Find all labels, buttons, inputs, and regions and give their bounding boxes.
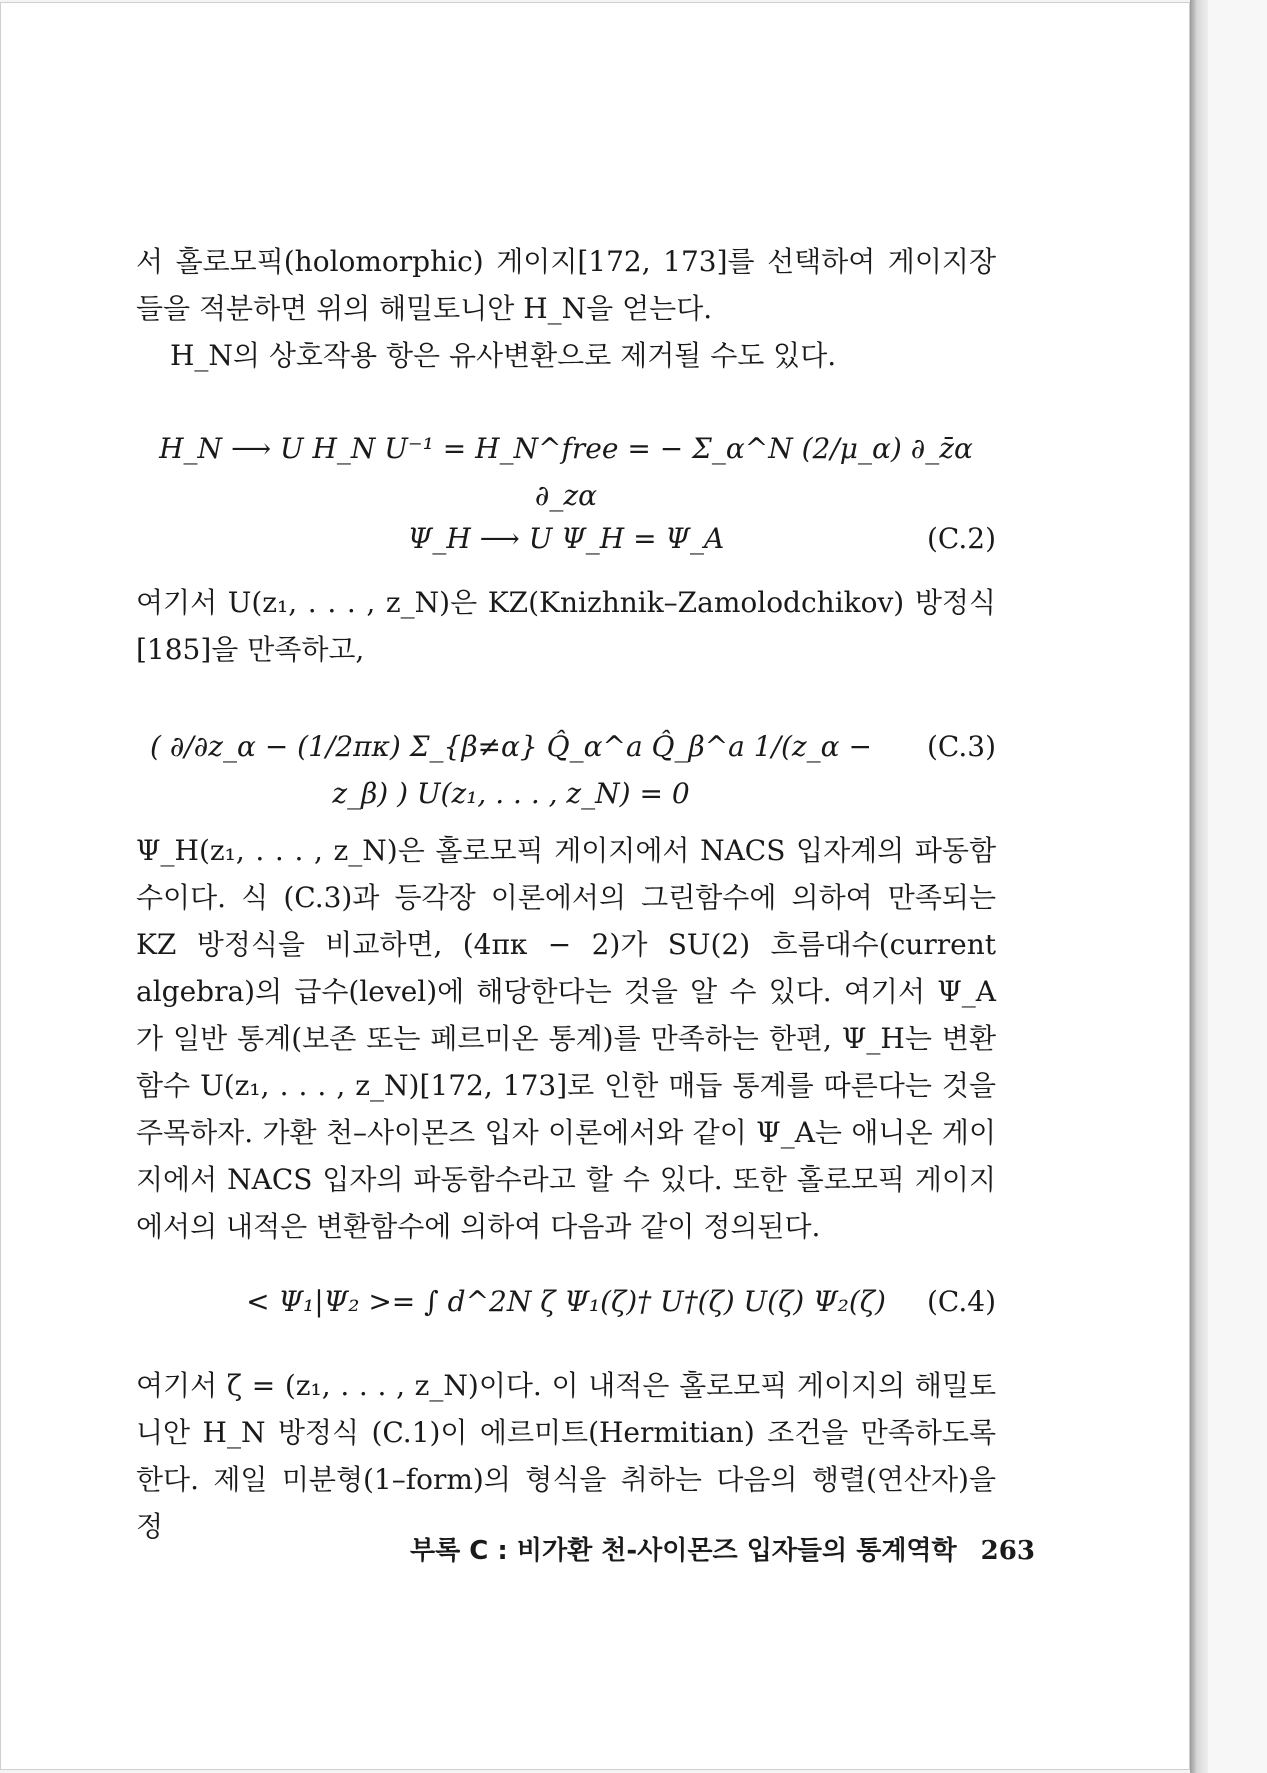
paragraph-3: 여기서 U(z₁, . . . , z_N)은 KZ(Knizhnik–Zamolodchikov) 방정식[185]을 만족하고, [136,586,996,666]
paragraph-1: 서 홀로모픽(holomorphic) 게이지[172, 173]를 선택하여 게이지장들을 적분하면 위의 해밀토니안 H_N을 얻는다. [136,245,996,325]
equation-1-body: H_N ⟶ U H_N U⁻¹ = H_N^free = − Σ_α^N (2/μ_α) ∂_z̄α ∂_zα [159,432,973,512]
equation-c3 [136,687,996,819]
page-shadow [1208,0,1267,1773]
equation-c4-body: < Ψ₁|Ψ₂ >= ∫ d^2N ζ Ψ₁(ζ)† U†(ζ) U(ζ) Ψ₂(ζ) [246,1285,886,1318]
page-body [136,238,996,1550]
equation-c2 [136,511,996,571]
paragraph-4: Ψ_H(z₁, . . . , z_N)은 홀로모픽 게이지에서 NACS 입자계의 파동함수이다. 식 (C.3)과 등각장 이론에서의 그린함수에 의하여 만족되는 KZ 방정식을 비교하면, (4πκ − 2)가 SU(2) 흐름대수(current algebra)의 급수(level)에 해당한다는 것을 알 수 있다. 여기서 Ψ_A가 일반 통계(보존 또는 페르미온 통계)를 만족하는 한편, Ψ_H는 변환함수 U(z₁, . . . , z_N)[172, 173]로 인한 매듭 통계를 따른다는 것을 주목하자. 가환 천–사이몬즈 입자 이론에서와 같이 Ψ_A는 애니온 게이지에서 NACS 입자의 파동함수라고 할 수 있다. 또한 홀로모픽 게이지에서의 내적은 변환함수에 의하여 다음과 같이 정의된다. [136,834,996,1243]
paragraph-2: H_N의 상호작용 항은 유사변환으로 제거될 수도 있다. [170,339,837,372]
running-title: 부록 C : 비가환 천-사이몬즈 입자들의 통계역학 [410,1536,957,1566]
page-number: 263 [980,1536,1035,1566]
equation-c4 [136,1258,996,1354]
running-footer [410,1530,1035,1567]
equation-c3-number: (C.3) [927,730,996,763]
equation-1 [136,391,996,512]
equation-c2-number: (C.2) [927,522,996,555]
equation-c2-body: Ψ_H ⟶ U Ψ_H = Ψ_A [407,522,725,555]
equation-c3-body: ( ∂/∂z_α − (1/2πκ) Σ_{β≠α} Q̂_α^a Q̂_β^a 1/(z_α − z_β) ) U(z₁, . . . , z_N) = 0 [150,730,872,810]
equation-c4-number: (C.4) [927,1285,996,1318]
page-edge [1190,0,1208,1773]
paragraph-5: 여기서 ζ = (z₁, . . . , z_N)이다. 이 내적은 홀로모픽 게이지의 해밀토니안 H_N 방정식 (C.1)이 에르미트(Hermitian) 조건을 만족하도록 한다. 제일 미분형(1–form)의 형식을 취하는 다음의 행렬(연산자)을 정 [136,1369,996,1543]
